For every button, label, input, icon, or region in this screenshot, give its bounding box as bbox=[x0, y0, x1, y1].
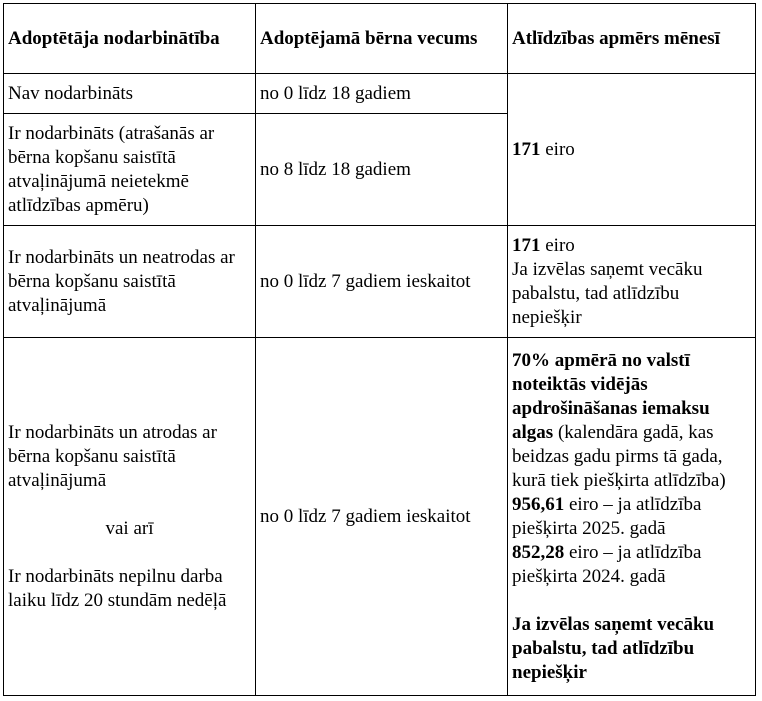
header-amount: Atlīdzības apmērs mēnesī bbox=[508, 4, 756, 74]
amount-value: 171 bbox=[512, 138, 541, 160]
employment-option-b: Ir nodarbināts nepilnu darba laiku līdz 20 stundām nedēļā bbox=[8, 565, 227, 611]
cell-amount-merged bbox=[508, 74, 756, 226]
amount-2025 bbox=[512, 493, 751, 541]
employment-or: vai arī bbox=[105, 517, 154, 539]
amount-value: 171 bbox=[512, 234, 541, 256]
cell-age: no 0 līdz 7 gadiem ieskaitot bbox=[256, 338, 508, 696]
cell-age: no 8 līdz 18 gadiem bbox=[256, 114, 508, 226]
amount-intro bbox=[512, 349, 751, 493]
amount-2025-text: eiro – ja atlīdzība piešķirta 2025. gadā bbox=[512, 493, 702, 539]
amount-2024 bbox=[512, 541, 751, 589]
amount-unit: eiro bbox=[540, 138, 575, 160]
header-child-age: Adoptējamā bērna vecums bbox=[256, 4, 508, 74]
employment-option-a: Ir nodarbināts un atrodas ar bērna kopšanu saistītā atvaļinājumā bbox=[8, 421, 217, 491]
cell-age: no 0 līdz 18 gadiem bbox=[256, 74, 508, 114]
table-row bbox=[4, 74, 756, 114]
amount-intro-rest: (kalendāra gadā, kas beidzas gadu pirms tā gada, kurā tiek piešķirta atlīdzība) bbox=[512, 421, 726, 491]
amount-unit: eiro bbox=[540, 234, 575, 256]
header-employment: Adoptētāja nodarbinātība bbox=[4, 4, 256, 74]
cell-age: no 0 līdz 7 gadiem ieskaitot bbox=[256, 226, 508, 338]
amount-2024-value: 852,28 bbox=[512, 541, 565, 563]
cell-amount bbox=[508, 338, 756, 696]
amount-note: Ja izvēlas saņemt vecāku pabalstu, tad atlīdzību nepiešķir bbox=[512, 613, 715, 683]
amount-2025-value: 956,61 bbox=[512, 493, 565, 515]
cell-employment: Ir nodarbināts (atrašanās ar bērna kopšanu saistītā atvaļinājumā neietekmē atlīdzības apmēru) bbox=[4, 114, 256, 226]
cell-employment: Nav nodarbināts bbox=[4, 74, 256, 114]
table-row bbox=[4, 226, 756, 338]
cell-employment: Ir nodarbināts un neatrodas ar bērna kopšanu saistītā atvaļinājumā bbox=[4, 226, 256, 338]
cell-employment bbox=[4, 338, 256, 696]
benefit-table bbox=[3, 3, 756, 696]
table-row bbox=[4, 338, 756, 696]
amount-2024-text: eiro – ja atlīdzība piešķirta 2024. gadā bbox=[512, 541, 702, 587]
amount-intro-bold: 70% apmērā no valstī noteiktās vidējās apdrošināšanas iemaksu algas bbox=[512, 349, 710, 443]
cell-amount bbox=[508, 226, 756, 338]
amount-note: Ja izvēlas saņemt vecāku pabalstu, tad atlīdzību nepiešķir bbox=[512, 258, 703, 328]
table-header-row bbox=[4, 4, 756, 74]
